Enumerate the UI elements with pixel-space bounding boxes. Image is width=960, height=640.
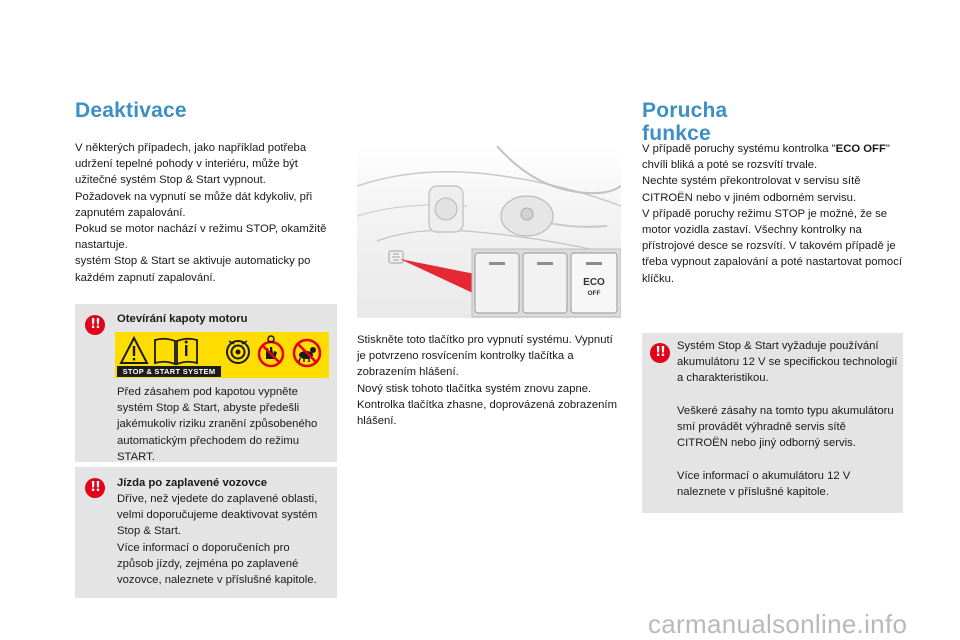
deaktivace-title: Deaktivace bbox=[75, 99, 187, 122]
porucha-paragraph-3: V případě poruchy režimu STOP je možné, že se motor vozidla zastaví. Všechny kontrolky na přístrojové desce se rozsvítí. V takovém případě je třeba vypnout zapalování a poté nastartovat pomocí klíčku. bbox=[642, 207, 902, 285]
hood-warning-pictogram-strip bbox=[115, 332, 329, 378]
deaktivace-paragraph-3: Pokud se motor nachází v režimu STOP, okamžitě nastartuje. bbox=[75, 223, 327, 252]
battery-warning-text-2: Veškeré zásahy na tomto typu akumulátoru smí provádět výhradně servis sítě CITROËN nebo jiný odborný servis. bbox=[677, 405, 894, 450]
battery-warning-text-3: Více informací o akumulátoru 12 V naleznete v příslušné kapitole. bbox=[677, 470, 851, 499]
off-button-label: OFF bbox=[587, 290, 601, 297]
deaktivace-text bbox=[75, 140, 337, 286]
porucha-p1-before: V případě poruchy systému kontrolka " bbox=[642, 143, 836, 155]
flood-warning-box bbox=[75, 467, 337, 598]
watermark-text: carmanualsonline.info bbox=[648, 609, 908, 639]
porucha-text bbox=[642, 141, 904, 287]
no-hand-icon bbox=[255, 335, 287, 369]
battery-warning-box bbox=[642, 333, 903, 513]
hood-warning-box bbox=[75, 304, 337, 462]
eco-button-label: ECO bbox=[583, 277, 605, 288]
porucha-title-line-2: funkce bbox=[642, 122, 711, 145]
porucha-title bbox=[642, 99, 727, 145]
no-animal-icon bbox=[291, 337, 323, 369]
middle-paragraph-1: Stiskněte toto tlačítko pro vypnutí systému. Vypnutí je potvrzeno rosvícením kontrolky tlačítka a zobrazením hlášení. bbox=[357, 334, 613, 379]
exclamation-warning-icon: !! bbox=[85, 315, 105, 335]
middle-text bbox=[357, 332, 621, 429]
manual-book-icon bbox=[153, 336, 199, 366]
middle-paragraph-2: Nový stisk tohoto tlačítka systém znovu zapne. Kontrolka tlačítka zhasne, doprovázená zobrazením hlášení. bbox=[357, 382, 617, 428]
exclamation-warning-icon: !! bbox=[85, 478, 105, 498]
porucha-paragraph-1 bbox=[642, 141, 904, 173]
deaktivace-paragraph-2: Požadovek na vypnutí se může dát kdykoliv, při zapnutém zapalování. bbox=[75, 190, 313, 219]
dashboard-illustration bbox=[357, 146, 621, 318]
flood-warning-text: Dříve, než vjedete do zaplavené oblasti, velmi doporučujeme deaktivovat systém Stop & Start. bbox=[117, 493, 318, 538]
hood-warning-title: Otevírání kapoty motoru bbox=[117, 313, 248, 325]
porucha-p1-after: " chvíli bliká a poté se rozsvítí trvale. bbox=[642, 143, 890, 172]
eco-off-bold: ECO OFF bbox=[835, 143, 886, 155]
pulley-belt-icon bbox=[225, 335, 251, 369]
hood-warning-text: Před zásahem pod kapotou vypněte systém Stop & Start, abyste předešli jakémukoliv riziku zranění způsobeného automatickým přechodem do režimu START. bbox=[117, 386, 318, 463]
deaktivace-paragraph-1: V některých případech, jako například potřeba udržení tepelné pohody v interiéru, může být užitečné systém Stop & Start vypnout. bbox=[75, 142, 307, 187]
flood-warning-title: Jízda po zaplavené vozovce bbox=[117, 477, 268, 489]
porucha-title-line-1: Porucha bbox=[642, 99, 728, 122]
warning-triangle-icon bbox=[119, 336, 149, 366]
battery-warning-text: Systém Stop & Start vyžaduje používání akumulátoru 12 V se specifickou technologií a charakteristikou. bbox=[677, 340, 898, 385]
flood-warning-text-more: Více informací o doporučeních pro způsob jízdy, zejména po zaplavené vozovce, naleznete v příslušné kapitole. bbox=[117, 542, 317, 587]
stop-start-system-label: STOP & START SYSTEM bbox=[117, 366, 221, 377]
deaktivace-paragraph-4: systém Stop & Start se aktivuje automaticky po každém zapnutí zapalování. bbox=[75, 255, 311, 284]
porucha-paragraph-2: Nechte systém překontrolovat v servisu sítě CITROËN nebo v jiném odborném servisu. bbox=[642, 175, 861, 204]
exclamation-warning-icon: !! bbox=[650, 343, 670, 363]
